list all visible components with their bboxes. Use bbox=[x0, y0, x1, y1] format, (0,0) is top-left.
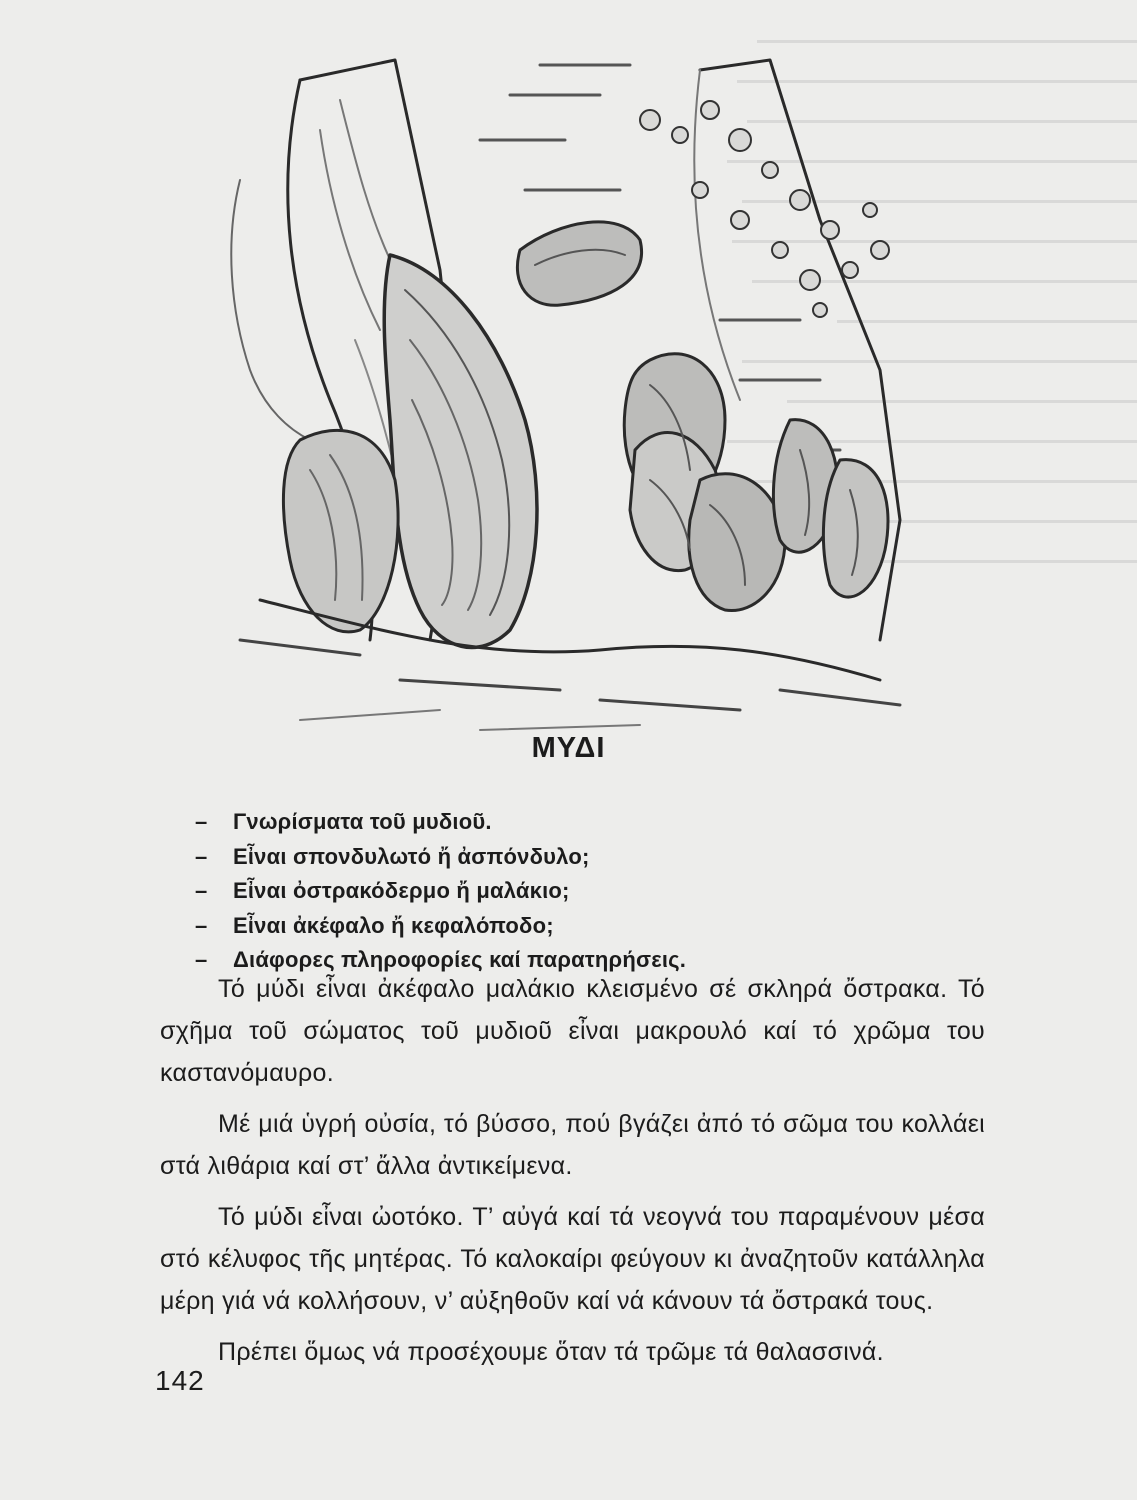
page-title: ΜΥΔΙ bbox=[531, 732, 606, 764]
mussels-illustration bbox=[180, 40, 950, 740]
question-text: Εἶναι ὀστρακόδερμο ἤ μαλάκιο; bbox=[233, 878, 570, 903]
paragraph: Τό μύδι εἶναι ἀκέφαλο μαλάκιο κλεισμένο σέ σκληρά ὄστρακα. Τό σχῆμα τοῦ σώματος τοῦ μυδιοῦ εἶναι μακρουλό καί τό χρῶμα του καστανόμαυρο. bbox=[160, 975, 985, 1087]
question-list bbox=[195, 805, 686, 978]
question-text: Εἶναι σπονδυλωτό ἤ ἀσπόνδυλο; bbox=[233, 843, 590, 869]
paragraph: Πρέπει ὅμως νά προσέχουμε ὅταν τά τρῶμε τά θαλασσινά. bbox=[218, 1338, 884, 1366]
list-dash: – bbox=[195, 947, 208, 972]
paragraph: Μέ μιά ὑγρή οὐσία, τό βύσσο, πού βγάζει ἀπό τό σῶμα του κολλάει στά λιθάρια καί στ’ ἄλλα ἀντικείμενα. bbox=[160, 1110, 985, 1180]
page-number: 142 bbox=[155, 1365, 205, 1396]
list-dash: – bbox=[195, 912, 208, 938]
question-text: Διάφορες πληροφορίες καί παρατηρήσεις. bbox=[233, 947, 687, 972]
list-item bbox=[195, 909, 686, 944]
body-text bbox=[160, 968, 985, 1382]
paragraph: Τό μύδι εἶναι ὠοτόκο. Τ’ αὐγά καί τά νεογνά του παραμένουν μέσα στό κέλυφος τῆς μητέρας. Τό καλοκαίρι φεύγουν κι ἀναζητοῦν κατάλληλα μέρη γιά νά κολλήσουν, ν’ αὐξηθοῦν καί νά κάνουν τά ὄστρακά τους. bbox=[160, 1203, 985, 1315]
list-item bbox=[195, 805, 686, 840]
list-item bbox=[195, 874, 686, 909]
list-item bbox=[195, 840, 686, 875]
question-text: Εἶναι ἀκέφαλο ἤ κεφαλόποδο; bbox=[233, 912, 554, 938]
list-dash: – bbox=[195, 878, 208, 903]
list-dash: – bbox=[195, 843, 208, 869]
list-dash: – bbox=[195, 809, 208, 834]
question-text: Γνωρίσματα τοῦ μυδιοῦ. bbox=[233, 809, 492, 834]
